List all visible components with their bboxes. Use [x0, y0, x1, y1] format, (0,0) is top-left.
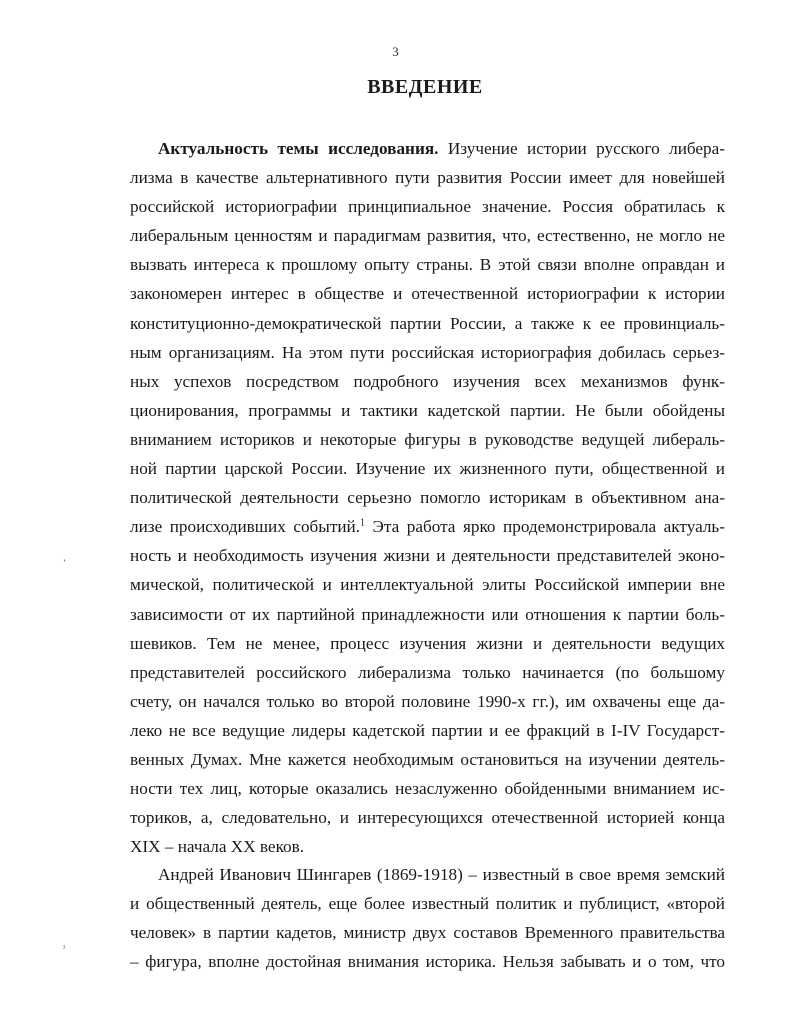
paragraph-line: ционирования, программы и тактики кадетской партии. Не были обойдены	[130, 400, 725, 420]
paragraph-line: закономерен интерес в обществе и отечественной историографии к истории	[130, 284, 725, 304]
paragraph-shingarev	[130, 860, 725, 976]
line-text: Изучение истории русского либера-	[438, 139, 725, 158]
paragraph-line: либеральным ценностям и парадигмам развития, что, естественно, не могло не	[130, 226, 725, 246]
paragraph-line: XIX – начала XX веков.	[130, 837, 305, 857]
line-text: лизе происходивших событий.	[130, 517, 361, 537]
paragraph-line: венных Думах. Мне кажется необходимым остановиться на изучении деятель-	[130, 749, 725, 769]
paragraph-line	[130, 512, 725, 541]
paragraph-line: ной партии царской России. Изучение их жизненного пути, общественной и	[130, 459, 725, 479]
paragraph-line: человек» в партии кадетов, министр двух составов Временного правительства	[130, 923, 725, 943]
page-number: 3	[392, 44, 399, 59]
paragraph-line: мической, политической и интеллектуальной элиты Российской империи вне	[130, 575, 725, 595]
section-lead: Актуальность темы исследования.	[158, 139, 439, 158]
paragraph-line	[130, 134, 725, 163]
paragraph-line: – фигура, вполне достойная внимания историка. Нельзя забывать и о том, что	[130, 952, 725, 972]
paragraph-line: вниманием историков и некоторые фигуры в руководстве ведущей либераль-	[130, 429, 725, 449]
paragraph-line: ториков, а, следовательно, и интересующихся отечественной историей конца	[130, 808, 725, 828]
paragraph-line: и общественный деятель, еще более известный политик и публицист, «второй	[130, 894, 725, 914]
paragraph-line: лизма в качестве альтернативного пути развития России имеет для новейшей	[130, 168, 725, 188]
paragraph-line: ным организациям. На этом пути российская историография добилась серьез-	[130, 342, 725, 362]
line-text: Эта работа ярко продемонстрировала актуаль-	[365, 517, 725, 537]
page-title: ВВЕДЕНИЕ	[367, 76, 483, 98]
paragraph-line: ности тех лиц, которые оказались незаслуженно обойденными вниманием ис-	[130, 779, 725, 799]
paragraph-line: Андрей Иванович Шингарев (1869-1918) – известный в свое время земский	[158, 865, 725, 884]
paragraph-line: конституционно-демократической партии России, а также к ее провинциаль-	[130, 313, 725, 333]
scan-speck: ˀ	[63, 944, 66, 954]
paragraph-line: представителей российского либерализма только начинается (по большому	[130, 662, 725, 682]
paragraph-line: политической деятельности серьезно помогло историкам в объективном ана-	[130, 488, 725, 508]
paragraph-line: ность и необходимость изучения жизни и деятельности представителей эконо-	[130, 546, 725, 566]
footnote-marker[interactable]: 1	[360, 517, 366, 529]
paragraph-line: счету, он начался только во второй половине 1990-х гг.), им охвачены еще да-	[130, 691, 725, 711]
paragraph-line: вызвать интереса к прошлому опыту страны. В этой связи вполне оправдан и	[130, 255, 725, 275]
paragraph-line: шевиков. Тем не менее, процесс изучения жизни и деятельности ведущих	[130, 633, 725, 653]
paragraph-line: леко не все ведущие лидеры кадетской партии и ее фракций в I-IV Государст-	[130, 720, 725, 740]
paragraph-line: зависимости от их партийной принадлежности или отношения к партии боль-	[130, 604, 725, 624]
paragraph-line: российской историографии принципиальное значение. Россия обратилась к	[130, 197, 725, 217]
paragraph-relevance	[130, 134, 725, 861]
paragraph-line: ных успехов посредством подробного изучения всех механизмов функ-	[130, 371, 725, 391]
scan-speck: ʼ	[63, 558, 66, 568]
